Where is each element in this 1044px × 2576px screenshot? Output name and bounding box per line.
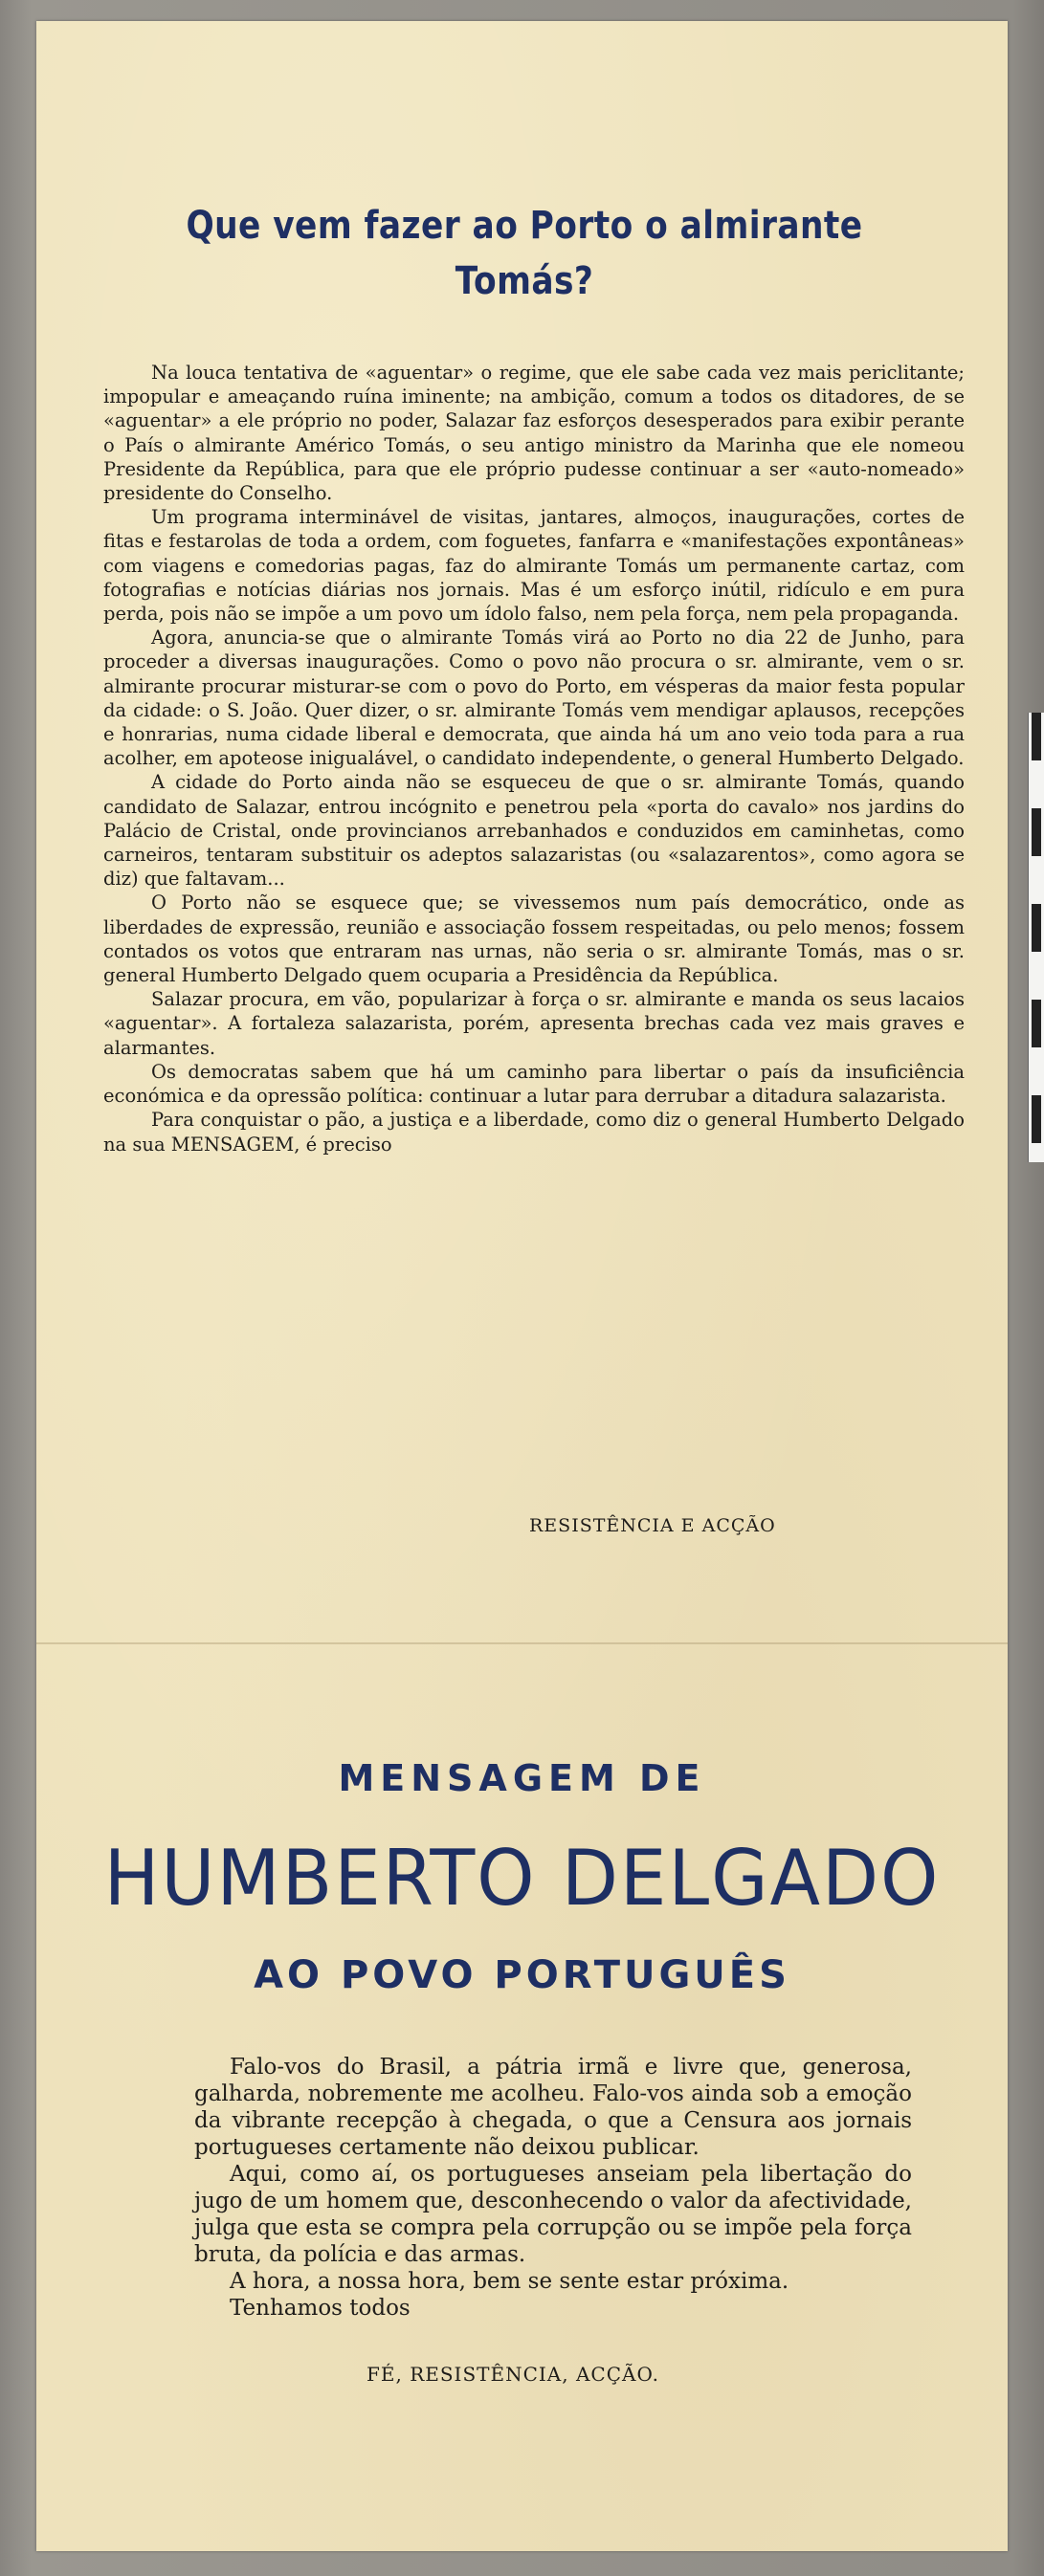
leaflet-paragraph: Salazar procura, em vão, popularizar à força o sr. almirante e manda os seus lacaios «aguentar». A fortaleza salazarista, porém, apresenta brechas cada vez mais graves e alarmantes.	[103, 988, 965, 1059]
leaflet-paragraph: Os democratas sabem que há um caminho para libertar o país da insuficiência económica e da opressão política: continuar a lutar para derrubar a ditadura salazarista.	[103, 1060, 965, 1108]
leaflet-title: Que vem fazer ao Porto o almirante Tomás?	[186, 204, 863, 303]
ruler-segment	[1032, 904, 1041, 952]
message-paragraph: A hora, a nossa hora, bem se sente estar próxima.	[230, 2269, 789, 2294]
ruler-segment	[1032, 808, 1041, 856]
message-signature: FÉ, RESISTÊNCIA, ACÇÃO.	[367, 2363, 660, 2386]
leaflet-paragraph: Um programa interminável de visitas, jantares, almoços, inaugurações, cortes de fitas e festarolas de toda a ordem, com foguetes, fanfarra e «manifestações expontâneas» com viagens e comedorias pagas, faz do almirante Tomás um permanente cartaz, com fotografias e notícias diárias nos jornais. Mas é um esforço inútil, ridículo e em pura perda, pois não se impõe a um povo um ídolo falso, nem pela força, nem pela propaganda.	[103, 506, 965, 626]
message-paragraph: Tenhamos todos	[230, 2296, 411, 2321]
leaflet-paragraph: Agora, anuncia-se que o almirante Tomás virá ao Porto no dia 22 de Junho, para proceder a diversas inaugurações. Como o povo não procura o sr. almirante, vem o sr. almirante procurar misturar-se com o povo do Porto, em vésperas da maior festa popular da cidade: o S. João. Quer dizer, o sr. almirante Tomás vem mendigar aplausos, recepções e honrarias, numa cidade liberal e democrata, que ainda há um ano veio toda para a rua acolher, em apoteose inigualável, o candidato independente, o general Humberto Delgado.	[103, 627, 965, 770]
leaflet-signature: RESISTÊNCIA E ACÇÃO	[529, 1515, 776, 1536]
ruler-segment	[1032, 1095, 1041, 1143]
ruler-segment	[1032, 713, 1041, 760]
message-recipient-heading: AO POVO PORTUGUÊS	[254, 1953, 790, 1997]
paper-fold	[36, 1642, 1008, 1644]
message-author-name: HUMBERTO DELGADO	[103, 1834, 941, 1923]
message-heading: MENSAGEM DE	[338, 1757, 706, 1799]
message-paragraph: Falo-vos do Brasil, a pátria irmã e livre que, generosa, galharda, nobremente me acolheu. Falo-vos ainda sob a emoção da vibrante recepção à chegada, o que a Censura aos jornais portugueses certamente não deixou publicar.	[194, 2055, 912, 2160]
leaflet-paragraph: Para conquistar o pão, a justiça e a liberdade, como diz o general Humberto Delgado na sua MENSAGEM, é preciso	[103, 1109, 965, 1156]
scale-ruler	[1028, 713, 1044, 1162]
leaflet-sheet	[36, 21, 1008, 2551]
message-body	[194, 2054, 912, 2322]
leaflet-paragraph: A cidade do Porto ainda não se esqueceu de que o sr. almirante Tomás, quando candidato de Salazar, entrou incógnito e penetrou pela «porta do cavalo» nos jardins do Palácio de Cristal, onde provincianos arrebanhados e conduzidos em caminhetas, como carneiros, tentaram substituir os adeptos salazaristas (ou «salazarentos», como agora se diz) que faltavam...	[103, 771, 965, 891]
leaflet-body	[103, 361, 965, 1156]
message-paragraph: Aqui, como aí, os portugueses anseiam pela libertação do jugo de um homem que, desconhecendo o valor da afectividade, julga que esta se compra pela corrupção ou se impõe pela força bruta, da polícia e das armas.	[194, 2162, 912, 2267]
leaflet-paragraph: O Porto não se esquece que; se vivessemos num país democrático, onde as liberdades de expressão, reunião e associação fossem respeitadas, ou pelo menos; fossem contados os votos que entraram nas urnas, não seria o sr. almirante Tomás, mas o sr. general Humberto Delgado quem ocuparia a Presidência da República.	[103, 892, 965, 987]
ruler-segment	[1032, 1000, 1041, 1047]
leaflet-paragraph: Na louca tentativa de «aguentar» o regime, que ele sabe cada vez mais periclitante; impopular e ameaçando ruína iminente; na ambição, comum a todos os ditadores, de se «aguentar» a ele próprio no poder, Salazar faz esforços desesperados para exibir perante o País o almirante Américo Tomás, o seu antigo ministro da Marinha que ele nomeou Presidente da República, para que ele próprio pudesse continuar a ser «auto-nomeado» presidente do Conselho.	[103, 362, 965, 505]
